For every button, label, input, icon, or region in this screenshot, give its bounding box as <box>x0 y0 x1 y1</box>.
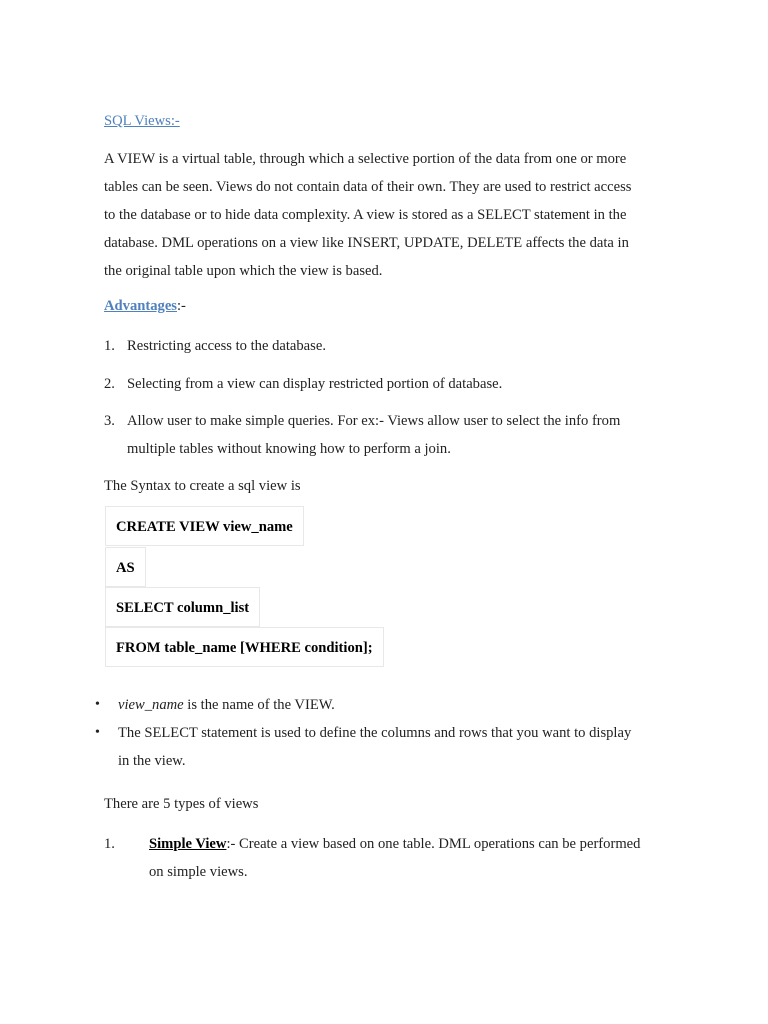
types-intro: There are 5 types of views <box>104 796 259 812</box>
bullet-dot-icon: • <box>95 697 100 712</box>
bullet-italic-term: view_name <box>118 697 184 713</box>
item-number: 2. <box>104 376 115 392</box>
type-item <box>104 830 674 886</box>
intro-line: A VIEW is a virtual table, through which a selective portion of the data from one or more <box>104 151 627 167</box>
type-line: on simple views. <box>149 864 248 880</box>
bullet-dot-icon: • <box>95 725 100 740</box>
type-text <box>149 830 669 886</box>
item-text-line: multiple tables without knowing how to perform a join. <box>127 441 451 457</box>
advantages-suffix: :- <box>176 298 186 314</box>
advantages-heading <box>104 298 186 315</box>
syntax-line: FROM table_name [WHERE condition]; <box>105 627 384 667</box>
intro-line: database. DML operations on a view like INSERT, UPDATE, DELETE affects the data in <box>104 235 629 251</box>
advantage-item <box>104 407 664 463</box>
item-number: 3. <box>104 413 115 429</box>
syntax-line: AS <box>105 547 146 587</box>
item-number: 1. <box>104 836 115 852</box>
intro-line: tables can be seen. Views do not contain data of their own. They are used to restrict access <box>104 179 632 195</box>
item-text: Selecting from a view can display restricted portion of database. <box>127 376 503 392</box>
item-text <box>127 407 667 463</box>
bullet-rest: is the name of the VIEW. <box>183 697 335 713</box>
type-term: Simple View <box>149 836 227 852</box>
bullet-item <box>95 719 675 775</box>
advantages-label: Advantages <box>104 298 177 314</box>
item-number: 1. <box>104 338 115 354</box>
bullet-line: in the view. <box>118 753 186 769</box>
page-title: SQL Views:- <box>104 113 180 129</box>
item-text-line: Allow user to make simple queries. For ex:- Views allow user to select the info from <box>127 413 621 429</box>
bullet-text <box>118 719 663 775</box>
item-text: Restricting access to the database. <box>127 338 326 354</box>
syntax-line: CREATE VIEW view_name <box>105 506 304 546</box>
bullet-rest: The SELECT statement is used to define the columns and rows that you want to display <box>118 725 632 741</box>
type-rest: :- Create a view based on one table. DML operations can be performed <box>226 836 641 852</box>
syntax-intro: The Syntax to create a sql view is <box>104 478 301 494</box>
intro-line: the original table upon which the view is based. <box>104 263 383 279</box>
intro-line: to the database or to hide data complexity. A view is stored as a SELECT statement in the <box>104 207 627 223</box>
syntax-line: SELECT column_list <box>105 587 260 627</box>
bullet-text <box>118 691 663 719</box>
